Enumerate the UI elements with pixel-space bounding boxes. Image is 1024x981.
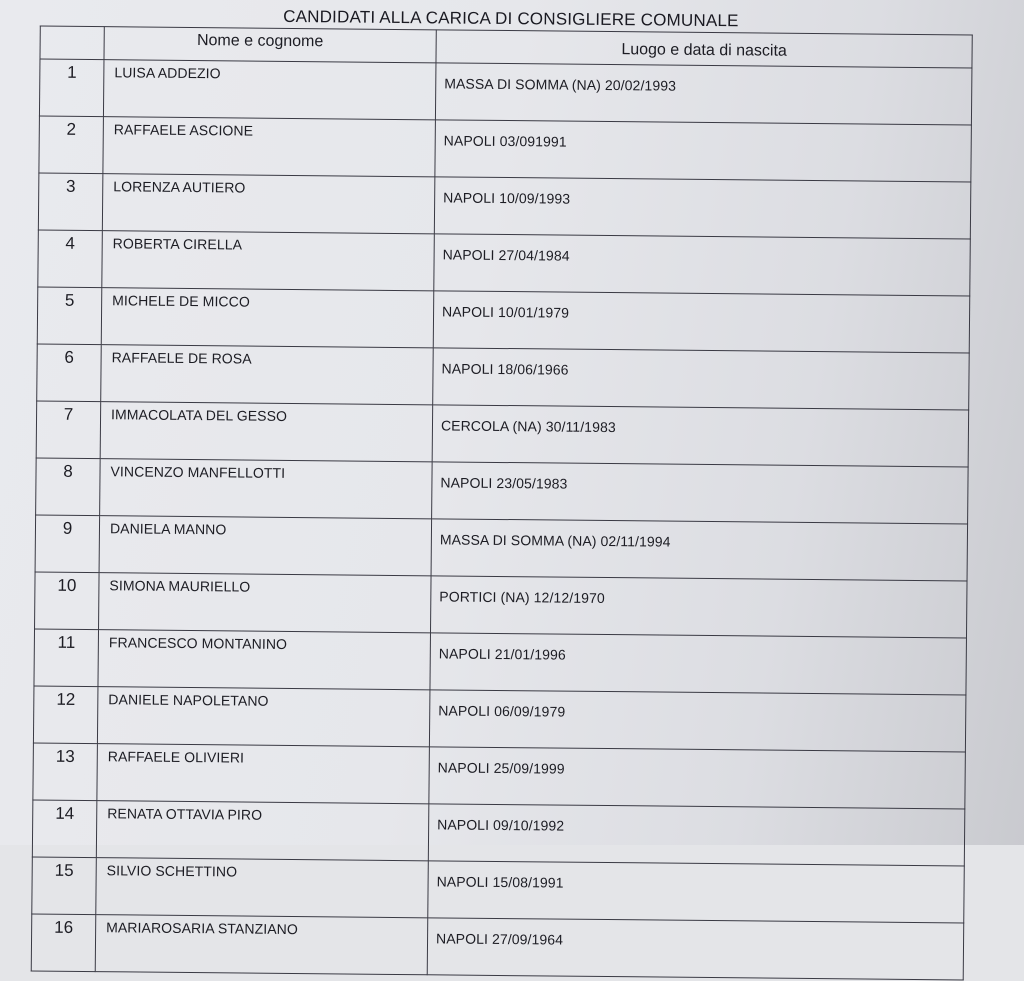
candidate-name: LUISA ADDEZIO — [103, 60, 436, 120]
candidate-name: DANIELA MANNO — [99, 516, 432, 576]
row-number: 1 — [39, 59, 104, 117]
table-row — [39, 116, 972, 182]
row-number: 2 — [39, 116, 104, 174]
candidate-name: MARIAROSARIA STANZIANO — [95, 915, 428, 975]
birth-place-date: PORTICI (NA) 12/12/1970 — [430, 576, 967, 638]
table-row — [32, 857, 965, 923]
candidates-table — [31, 26, 973, 981]
row-number: 12 — [33, 686, 98, 744]
candidate-name: RAFFAELE DE ROSA — [101, 345, 434, 405]
table-row — [37, 344, 970, 410]
table-row — [32, 800, 965, 866]
birth-place-date: NAPOLI 06/09/1979 — [429, 690, 966, 752]
table-row — [38, 173, 971, 239]
candidate-name: RAFFAELE ASCIONE — [103, 117, 436, 177]
birth-place-date: NAPOLI 21/01/1996 — [430, 633, 967, 695]
table-row — [36, 458, 969, 524]
birth-place-date: NAPOLI 09/10/1992 — [428, 804, 965, 866]
row-number: 8 — [36, 458, 101, 516]
candidate-name: FRANCESCO MONTANINO — [98, 630, 431, 690]
birth-place-date: NAPOLI 18/06/1966 — [433, 348, 970, 410]
row-number: 11 — [34, 629, 99, 687]
table-row — [31, 914, 964, 980]
table-row — [35, 515, 968, 581]
table-row — [38, 230, 971, 296]
header-number — [40, 26, 104, 60]
row-number: 5 — [37, 287, 102, 345]
row-number: 14 — [32, 800, 97, 858]
birth-place-date: NAPOLI 10/09/1993 — [434, 177, 971, 239]
candidate-name: RAFFAELE OLIVIERI — [97, 744, 430, 804]
birth-place-date: NAPOLI 27/04/1984 — [434, 234, 971, 296]
candidate-name: MICHELE DE MICCO — [101, 288, 434, 348]
birth-place-date: NAPOLI 23/05/1983 — [432, 462, 969, 524]
candidate-name: SIMONA MAURIELLO — [99, 573, 432, 633]
birth-place-date: NAPOLI 10/01/1979 — [433, 291, 970, 353]
candidate-name: VINCENZO MANFELLOTTI — [100, 459, 433, 519]
document-sheet — [15, 3, 984, 980]
row-number: 16 — [31, 914, 96, 972]
document-title: CANDIDATI ALLA CARICA DI CONSIGLIERE COMUNALE — [283, 6, 739, 31]
table-row — [33, 686, 966, 752]
row-number: 4 — [38, 230, 103, 288]
row-number: 6 — [37, 344, 102, 402]
birth-place-date: MASSA DI SOMMA (NA) 20/02/1993 — [435, 63, 972, 125]
row-number: 10 — [35, 572, 100, 630]
birth-place-date: MASSA DI SOMMA (NA) 02/11/1994 — [431, 519, 968, 581]
table-row — [35, 572, 968, 638]
candidate-name: IMMACOLATA DEL GESSO — [100, 402, 433, 462]
header-name: Nome e cognome — [104, 27, 436, 63]
birth-place-date: NAPOLI 27/09/1964 — [427, 918, 964, 980]
table-row — [34, 629, 967, 695]
candidate-name: DANIELE NAPOLETANO — [97, 687, 430, 747]
row-number: 3 — [38, 173, 103, 231]
candidate-name: RENATA OTTAVIA PIRO — [96, 801, 429, 861]
birth-place-date: NAPOLI 25/09/1999 — [429, 747, 966, 809]
table-row — [39, 59, 972, 125]
birth-place-date: CERCOLA (NA) 30/11/1983 — [432, 405, 969, 467]
birth-place-date: NAPOLI 15/08/1991 — [428, 861, 965, 923]
table-row — [37, 287, 970, 353]
row-number: 9 — [35, 515, 100, 573]
table-row — [36, 401, 969, 467]
candidate-name: ROBERTA CIRELLA — [102, 231, 435, 291]
table-row — [33, 743, 966, 809]
table-body — [31, 59, 972, 980]
row-number: 7 — [36, 401, 101, 459]
row-number: 15 — [32, 857, 97, 915]
header-birth: Luogo e data di nascita — [436, 30, 972, 68]
candidate-name: LORENZA AUTIERO — [102, 174, 435, 234]
candidate-name: SILVIO SCHETTINO — [96, 858, 429, 918]
birth-place-date: NAPOLI 03/091991 — [435, 120, 972, 182]
row-number: 13 — [33, 743, 98, 801]
